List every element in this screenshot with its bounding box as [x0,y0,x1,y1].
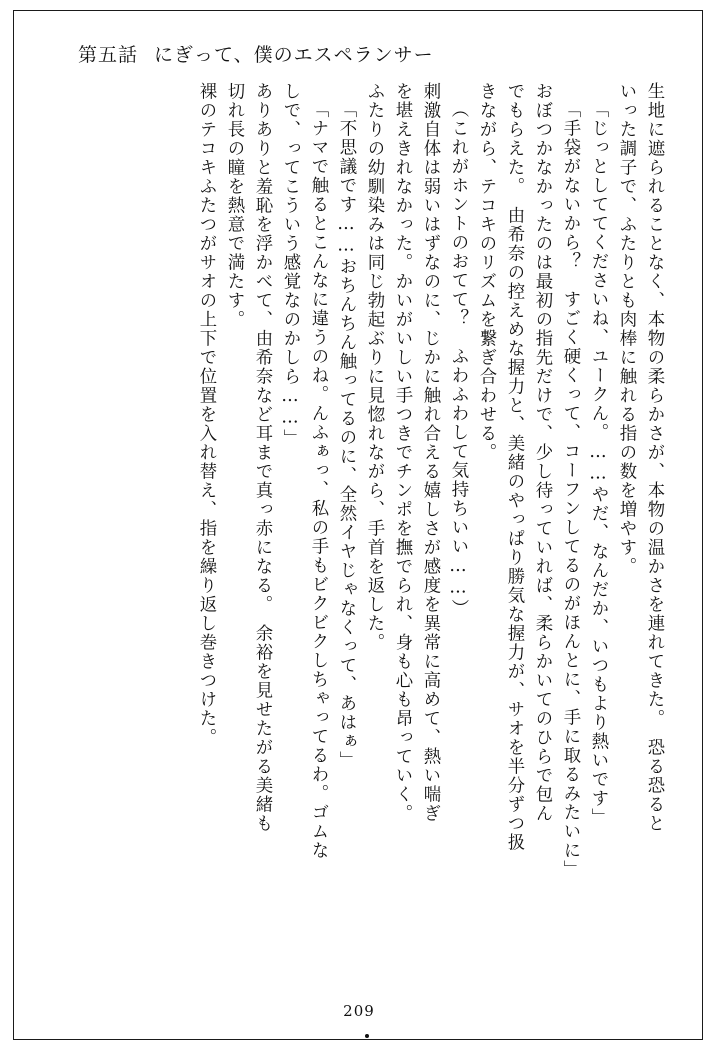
text-column: （これがホントのおてて？ ふわふわして気持ちいい……） [448,100,468,619]
text-column: ありありと羞恥を浮かべて、由希奈など耳まで真っ赤になる。 余裕を見せたがる美緒も [252,82,272,834]
body-text-block [58,82,662,962]
text-column: ふたりの幼馴染みは同じ勃起ぶりに見惚れながら、手首を返した。 [364,82,384,652]
text-column: 切れ長の瞳を熱意で満たす。 [224,82,244,329]
page-bottom-dot [365,1034,369,1038]
chapter-number: 第五話 [78,44,139,66]
chapter-title: にぎって、僕のエスペランサー [154,44,434,66]
text-column: 生地に遮られることなく、本物の柔らかさが、本物の温かさを連れてきた。 恐る恐ると [644,82,664,834]
text-column: 裸のテコキふたつがサオの上下で位置を入れ替え、指を繰り返し巻きつけた。 [196,82,216,747]
text-column: いった調子で、ふたりとも肉棒に触れる指の数を増やす。 [616,82,636,576]
chapter-heading [0,40,718,67]
text-column: きながら、テコキのリズムを繋ぎ合わせる。 [476,82,496,462]
text-column: を堪えきれなかった。かいがいしい手つきでチンポを撫でられ、身も心も昂っていく。 [392,82,412,823]
text-column: 「ナマで触るとこんなに違うのね。んふぁっ、私の手もビクビクしちゃってるわ。ゴムな [308,100,328,860]
text-column: しで、ってこういう感覚なのかしら……」 [280,82,300,449]
text-column: 刺激自体は弱いはずなのに、じかに触れ合える嬉しさが感度を異常に高めて、熱い喘ぎ [420,82,440,823]
page-number: 209 [343,1002,375,1020]
text-column: でもらえた。 由希奈の控えめな握力と、美緒のやっぱり勝気な握力が、サオを半分ずつ扱 [504,82,524,853]
text-column: 「じっとしててくださいね、ユークん。……やだ、なんだか、いつもより熱いです」 [588,100,608,828]
text-column: 「手袋がないから？ すごく硬くって、コーフンしてるのがほんとに、手に取るみたいに」 [560,100,580,879]
text-column: 「不思議です……おちんちん触ってるのに、全然イヤじゃなくって、あはぁ」 [336,100,356,771]
text-column: おぼつかなかったのは最初の指先だけで、少し待っていれば、柔らかいてのひらで包ん [532,82,552,823]
